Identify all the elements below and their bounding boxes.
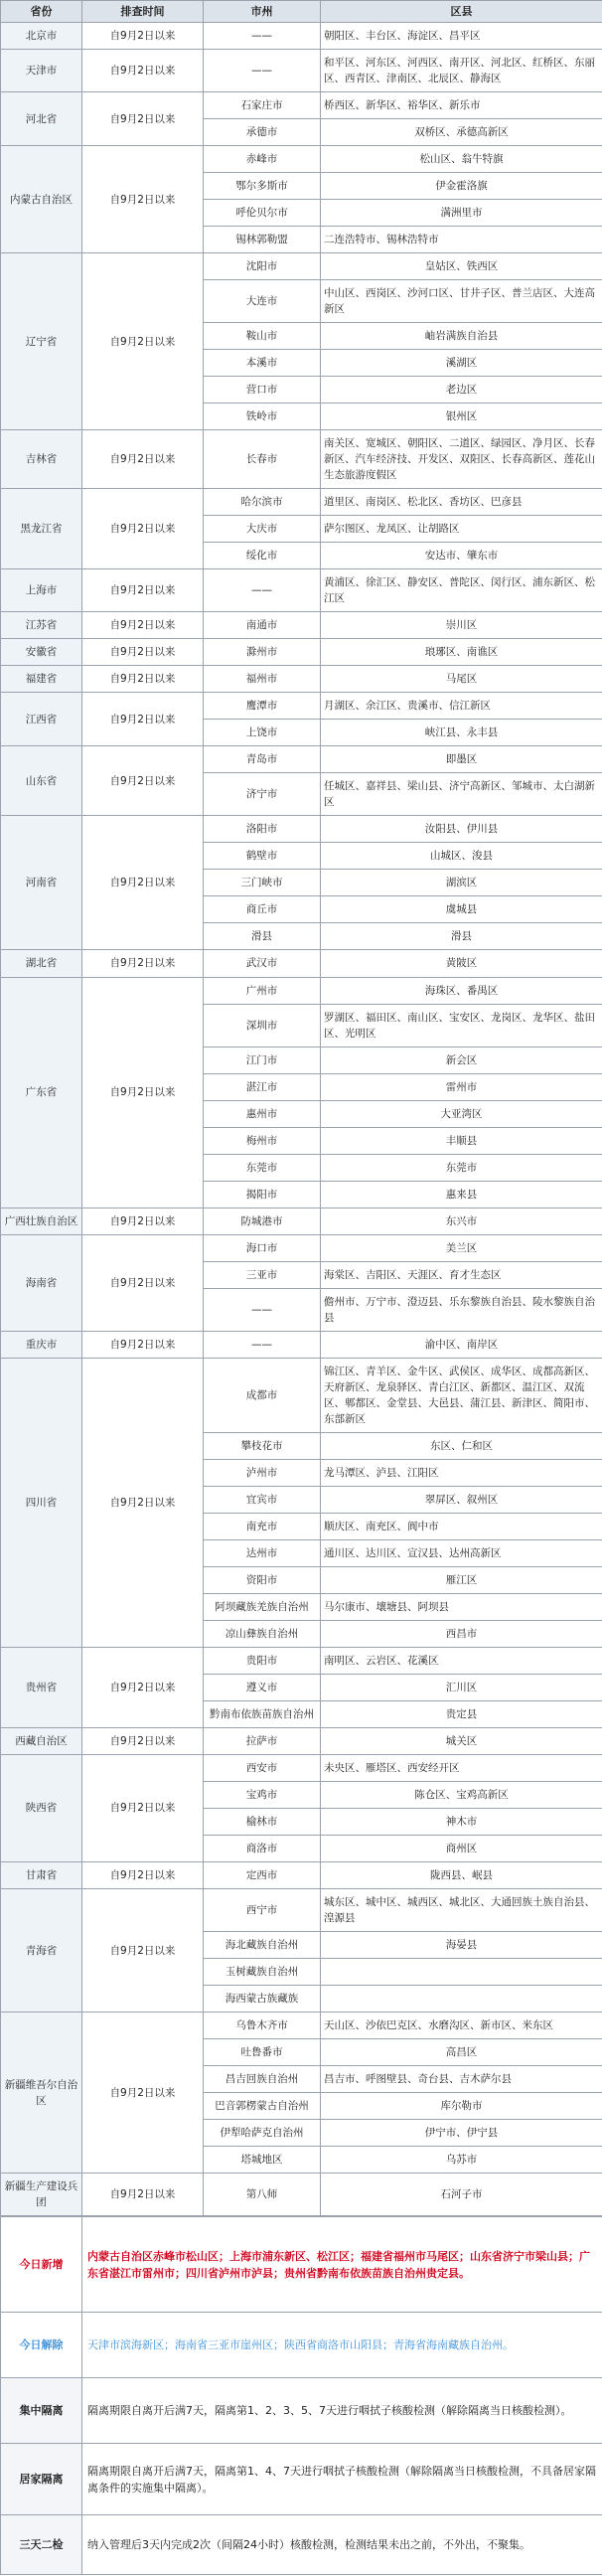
- date-cell: 自9月2日以来: [82, 612, 204, 639]
- date-cell: 自9月2日以来: [82, 430, 204, 489]
- district-cell: 安达市、肇东市: [321, 543, 602, 569]
- district-cell: 大亚湾区: [321, 1100, 602, 1127]
- district-cell: 龙马潭区、泸县、江阳区: [321, 1459, 602, 1486]
- district-cell: 黄浦区、徐汇区、静安区、普陀区、闵行区、浦东新区、松江区: [321, 569, 602, 612]
- district-cell: 通川区、达川区、宣汉县、达州高新区: [321, 1539, 602, 1566]
- city-cell: 西宁市: [204, 1888, 321, 1931]
- district-cell: 松山区、翁牛特旗: [321, 146, 602, 173]
- district-cell: 滑县: [321, 923, 602, 950]
- city-cell: 揭阳市: [204, 1181, 321, 1208]
- district-cell: 城东区、城中区、城西区、城北区、大通回族土族自治县、湟源县: [321, 1888, 602, 1931]
- district-cell: 皇姑区、铁西区: [321, 253, 602, 280]
- district-cell: 雁江区: [321, 1566, 602, 1593]
- district-cell: 贵定县: [321, 1700, 602, 1727]
- district-cell: 溪湖区: [321, 350, 602, 377]
- table-row: [1, 612, 602, 639]
- district-cell: 和平区、河东区、河西区、南开区、河北区、红桥区、东丽区、西青区、津南区、北辰区、静海区: [321, 50, 602, 92]
- city-cell: 商丘市: [204, 896, 321, 923]
- province-cell: 吉林省: [1, 430, 82, 489]
- city-cell: 鞍山市: [204, 323, 321, 350]
- district-cell: 儋州市、万宁市、澄迈县、乐东黎族自治县、陵水黎族自治县: [321, 1288, 602, 1331]
- province-cell: 贵州省: [1, 1647, 82, 1727]
- table-row: [1, 430, 602, 489]
- city-cell: 拉萨市: [204, 1727, 321, 1754]
- date-cell: 自9月2日以来: [82, 1754, 204, 1861]
- date-cell: 自9月2日以来: [82, 1358, 204, 1647]
- district-cell: 石河子市: [321, 2174, 602, 2216]
- district-cell: 新会区: [321, 1046, 602, 1073]
- province-cell: 广西壮族自治区: [1, 1208, 82, 1234]
- district-cell: 商州区: [321, 1835, 602, 1861]
- district-cell: 昌吉市、呼图壁县、奇台县、吉木萨尔县: [321, 2066, 602, 2093]
- district-cell: 东兴市: [321, 1208, 602, 1234]
- new-areas-row: [1, 2217, 602, 2313]
- date-cell: 自9月2日以来: [82, 746, 204, 816]
- table-row: [1, 2174, 602, 2216]
- home-quarantine-label: 居家隔离: [1, 2444, 82, 2515]
- table-row: [1, 666, 602, 693]
- table-row: [1, 977, 602, 1004]
- city-cell: 大连市: [204, 280, 321, 323]
- table-row: [1, 489, 602, 516]
- table-row: [1, 92, 602, 119]
- district-cell: 乌苏市: [321, 2147, 602, 2174]
- header-date: 排查时间: [82, 1, 204, 23]
- city-cell: 湛江市: [204, 1073, 321, 1100]
- city-cell: 梅州市: [204, 1127, 321, 1154]
- district-cell: 满洲里市: [321, 200, 602, 227]
- city-cell: 鹤壁市: [204, 843, 321, 870]
- table-row: [1, 1647, 602, 1674]
- district-cell: 虞城县: [321, 896, 602, 923]
- city-cell: ——: [204, 1288, 321, 1331]
- table-row: [1, 569, 602, 612]
- district-cell: 二连浩特市、锡林浩特市: [321, 227, 602, 253]
- district-cell: 黄陂区: [321, 950, 602, 977]
- district-cell: 汝阳县、伊川县: [321, 816, 602, 843]
- date-cell: 自9月2日以来: [82, 253, 204, 430]
- city-cell: 广州市: [204, 977, 321, 1004]
- district-cell: 库尔勒市: [321, 2093, 602, 2120]
- city-cell: 石家庄市: [204, 92, 321, 119]
- central-quarantine-row: [1, 2378, 602, 2444]
- district-cell: 崇川区: [321, 612, 602, 639]
- district-cell: 罗湖区、福田区、南山区、宝安区、龙岗区、龙华区、盐田区、光明区: [321, 1004, 602, 1046]
- district-cell: 即墨区: [321, 746, 602, 773]
- province-cell: 天津市: [1, 50, 82, 92]
- district-cell: 城关区: [321, 1727, 602, 1754]
- new-areas-text: 内蒙古自治区赤峰市松山区；上海市浦东新区、松江区；福建省福州市马尾区；山东省济宁市梁山县；广东省湛江市雷州市；四川省泸州市泸县；贵州省黔南布依族苗族自治州贵定县。: [82, 2217, 602, 2313]
- province-cell: 河北省: [1, 92, 82, 146]
- table-row: [1, 50, 602, 92]
- province-cell: 湖北省: [1, 950, 82, 977]
- city-cell: 成都市: [204, 1358, 321, 1432]
- city-cell: 达州市: [204, 1539, 321, 1566]
- district-cell: 任城区、嘉祥县、梁山县、济宁高新区、邹城市、太白湖新区: [321, 773, 602, 816]
- city-cell: ——: [204, 50, 321, 92]
- city-cell: 鹰潭市: [204, 693, 321, 720]
- lifted-areas-text: 天津市滨海新区；海南省三亚市崖州区；陕西省商洛市山阳县；青海省海南藏族自治州。: [82, 2313, 602, 2378]
- city-cell: 榆林市: [204, 1808, 321, 1835]
- city-cell: 塔城地区: [204, 2147, 321, 2174]
- province-cell: 江西省: [1, 693, 82, 746]
- district-cell: 南明区、云岩区、花溪区: [321, 1647, 602, 1674]
- date-cell: 自9月2日以来: [82, 1208, 204, 1234]
- district-cell: 翠屏区、叙州区: [321, 1486, 602, 1513]
- district-cell: 双桥区、承德高新区: [321, 119, 602, 146]
- table-row: [1, 1234, 602, 1261]
- city-cell: 海口市: [204, 1234, 321, 1261]
- city-cell: 青岛市: [204, 746, 321, 773]
- city-cell: 宜宾市: [204, 1486, 321, 1513]
- city-cell: 上饶市: [204, 720, 321, 746]
- city-cell: 绥化市: [204, 543, 321, 569]
- three-day-test-row: [1, 2515, 602, 2575]
- province-cell: 山东省: [1, 746, 82, 816]
- city-cell: 滁州市: [204, 639, 321, 666]
- central-quarantine-text: 隔离期限自离开后满7天，隔离第1、2、3、5、7天进行咽拭子核酸检测（解除隔离当日核酸检测）。: [82, 2378, 602, 2444]
- notes-table: [0, 2216, 602, 2575]
- province-cell: 北京市: [1, 23, 82, 50]
- province-cell: 黑龙江省: [1, 489, 82, 569]
- city-cell: 呼伦贝尔市: [204, 200, 321, 227]
- district-cell: 美兰区: [321, 1234, 602, 1261]
- table-row: [1, 1754, 602, 1781]
- province-cell: 江苏省: [1, 612, 82, 639]
- district-cell: 老边区: [321, 377, 602, 403]
- district-cell: 海珠区、番禺区: [321, 977, 602, 1004]
- city-cell: 营口市: [204, 377, 321, 403]
- date-cell: 自9月2日以来: [82, 666, 204, 693]
- city-cell: 泸州市: [204, 1459, 321, 1486]
- district-cell: 汇川区: [321, 1674, 602, 1700]
- city-cell: 三门峡市: [204, 870, 321, 896]
- city-cell: 商洛市: [204, 1835, 321, 1861]
- city-cell: 本溪市: [204, 350, 321, 377]
- district-cell: 锦江区、青羊区、金牛区、武侯区、成华区、成都高新区、天府新区、龙泉驿区、青白江区、新都区、温江区、双流区、郫都区、金堂县、大邑县、蒲江县、新津区、简阳市、东部新区: [321, 1358, 602, 1432]
- city-cell: 乌鲁木齐市: [204, 2012, 321, 2039]
- table-row: [1, 23, 602, 50]
- province-cell: 辽宁省: [1, 253, 82, 430]
- table-row: [1, 2012, 602, 2039]
- district-cell: 萨尔图区、龙凤区、让胡路区: [321, 516, 602, 543]
- city-cell: 铁岭市: [204, 403, 321, 430]
- district-cell: 东区、仁和区: [321, 1432, 602, 1459]
- province-cell: 陕西省: [1, 1754, 82, 1861]
- province-cell: 河南省: [1, 816, 82, 950]
- district-cell: 天山区、沙依巴克区、水磨沟区、新市区、米东区: [321, 2012, 602, 2039]
- district-cell: 神木市: [321, 1808, 602, 1835]
- new-areas-label: 今日新增: [1, 2217, 82, 2313]
- city-cell: 凉山彝族自治州: [204, 1620, 321, 1647]
- province-cell: 福建省: [1, 666, 82, 693]
- district-cell: 雷州市: [321, 1073, 602, 1100]
- city-cell: 长春市: [204, 430, 321, 489]
- lifted-areas-label: 今日解除: [1, 2313, 82, 2378]
- city-cell: 洛阳市: [204, 816, 321, 843]
- date-cell: 自9月2日以来: [82, 693, 204, 746]
- city-cell: 海西蒙古族藏族: [204, 1986, 321, 2012]
- city-cell: 赤峰市: [204, 146, 321, 173]
- date-cell: 自9月2日以来: [82, 2012, 204, 2174]
- table-row: [1, 1888, 602, 1931]
- district-cell: 高昌区: [321, 2039, 602, 2066]
- home-quarantine-row: [1, 2444, 602, 2515]
- district-cell: 琅琊区、南谯区: [321, 639, 602, 666]
- table-header-row: [1, 1, 602, 23]
- province-cell: 青海省: [1, 1888, 82, 2012]
- three-day-test-label: 三天二检: [1, 2515, 82, 2575]
- city-cell: 遵义市: [204, 1674, 321, 1700]
- district-cell: 山城区、浚县: [321, 843, 602, 870]
- district-cell: 陈仓区、宝鸡高新区: [321, 1781, 602, 1808]
- city-cell: 伊犁哈萨克自治州: [204, 2120, 321, 2147]
- district-cell: 海晏县: [321, 1932, 602, 1959]
- province-cell: 广东省: [1, 977, 82, 1208]
- district-cell: 月湖区、余江区、贵溪市、信江新区: [321, 693, 602, 720]
- district-cell: 顺庆区、南充区、阆中市: [321, 1513, 602, 1539]
- district-cell: 朝阳区、丰台区、海淀区、昌平区: [321, 23, 602, 50]
- city-cell: 济宁市: [204, 773, 321, 816]
- city-cell: 武汉市: [204, 950, 321, 977]
- date-cell: 自9月2日以来: [82, 1727, 204, 1754]
- district-cell: 西昌市: [321, 1620, 602, 1647]
- district-cell: 南关区、宽城区、朝阳区、二道区、绿园区、净月区、长春新区、汽车经济技、开发区、双阳区、长春高新区、莲花山生态旅游度假区: [321, 430, 602, 489]
- table-row: [1, 639, 602, 666]
- date-cell: 自9月2日以来: [82, 1861, 204, 1888]
- district-cell: 湖滨区: [321, 870, 602, 896]
- district-cell: 伊金霍洛旗: [321, 173, 602, 200]
- province-cell: 甘肃省: [1, 1861, 82, 1888]
- city-cell: 阿坝藏族羌族自治州: [204, 1593, 321, 1620]
- date-cell: 自9月2日以来: [82, 146, 204, 253]
- city-cell: 鄂尔多斯市: [204, 173, 321, 200]
- date-cell: 自9月2日以来: [82, 977, 204, 1208]
- city-cell: 海北藏族自治州: [204, 1932, 321, 1959]
- city-cell: 资阳市: [204, 1566, 321, 1593]
- city-cell: 承德市: [204, 119, 321, 146]
- district-cell: 马尾区: [321, 666, 602, 693]
- city-cell: ——: [204, 1331, 321, 1358]
- date-cell: 自9月2日以来: [82, 639, 204, 666]
- district-cell: 银州区: [321, 403, 602, 430]
- district-cell: 东莞市: [321, 1154, 602, 1181]
- district-cell: 渝中区、南岸区: [321, 1331, 602, 1358]
- province-cell: 安徽省: [1, 639, 82, 666]
- city-cell: ——: [204, 23, 321, 50]
- city-cell: 防城港市: [204, 1208, 321, 1234]
- district-cell: 峡江县、永丰县: [321, 720, 602, 746]
- city-cell: 惠州市: [204, 1100, 321, 1127]
- province-cell: 新疆生产建设兵团: [1, 2174, 82, 2216]
- city-cell: ——: [204, 569, 321, 612]
- table-row: [1, 253, 602, 280]
- district-cell: 马尔康市、壤塘县、阿坝县: [321, 1593, 602, 1620]
- city-cell: 巴音郭楞蒙古自治州: [204, 2093, 321, 2120]
- table-row: [1, 1331, 602, 1358]
- city-cell: 大庆市: [204, 516, 321, 543]
- city-cell: 黔南布依族苗族自治州: [204, 1700, 321, 1727]
- date-cell: 自9月2日以来: [82, 1234, 204, 1331]
- district-cell: 惠来县: [321, 1181, 602, 1208]
- lifted-areas-row: [1, 2313, 602, 2378]
- table-row: [1, 1358, 602, 1432]
- province-cell: 内蒙古自治区: [1, 146, 82, 253]
- city-cell: 南通市: [204, 612, 321, 639]
- date-cell: 自9月2日以来: [82, 816, 204, 950]
- district-cell: 陇西县、岷县: [321, 1861, 602, 1888]
- city-cell: 西安市: [204, 1754, 321, 1781]
- date-cell: 自9月2日以来: [82, 1888, 204, 2012]
- city-cell: 沈阳市: [204, 253, 321, 280]
- district-cell: [321, 1986, 602, 2012]
- district-cell: 丰顺县: [321, 1127, 602, 1154]
- province-cell: 西藏自治区: [1, 1727, 82, 1754]
- city-cell: 哈尔滨市: [204, 489, 321, 516]
- city-cell: 第八师: [204, 2174, 321, 2216]
- province-cell: 海南省: [1, 1234, 82, 1331]
- district-cell: 岫岩满族自治县: [321, 323, 602, 350]
- table-row: [1, 146, 602, 173]
- date-cell: 自9月2日以来: [82, 2174, 204, 2216]
- central-quarantine-label: 集中隔离: [1, 2378, 82, 2444]
- table-row: [1, 950, 602, 977]
- city-cell: 江门市: [204, 1046, 321, 1073]
- date-cell: 自9月2日以来: [82, 23, 204, 50]
- table-row: [1, 1861, 602, 1888]
- city-cell: 定西市: [204, 1861, 321, 1888]
- header-district: 区县: [321, 1, 602, 23]
- district-cell: [321, 1959, 602, 1986]
- city-cell: 宝鸡市: [204, 1781, 321, 1808]
- city-cell: 福州市: [204, 666, 321, 693]
- date-cell: 自9月2日以来: [82, 569, 204, 612]
- city-cell: 昌吉回族自治州: [204, 2066, 321, 2093]
- district-cell: 桥西区、新华区、裕华区、新乐市: [321, 92, 602, 119]
- district-cell: 未央区、雁塔区、西安经开区: [321, 1754, 602, 1781]
- city-cell: 三亚市: [204, 1261, 321, 1288]
- table-body: [1, 23, 602, 2216]
- date-cell: 自9月2日以来: [82, 1647, 204, 1727]
- province-cell: 重庆市: [1, 1331, 82, 1358]
- city-cell: 东莞市: [204, 1154, 321, 1181]
- table-row: [1, 1727, 602, 1754]
- city-cell: 深圳市: [204, 1004, 321, 1046]
- header-province: 省份: [1, 1, 82, 23]
- table-row: [1, 816, 602, 843]
- date-cell: 自9月2日以来: [82, 50, 204, 92]
- province-cell: 上海市: [1, 569, 82, 612]
- date-cell: 自9月2日以来: [82, 1331, 204, 1358]
- province-cell: 四川省: [1, 1358, 82, 1647]
- table-row: [1, 746, 602, 773]
- city-cell: 滑县: [204, 923, 321, 950]
- province-cell: 新疆维吾尔自治区: [1, 2012, 82, 2174]
- city-cell: 玉树藏族自治州: [204, 1959, 321, 1986]
- home-quarantine-text: 隔离期限自离开后满7天，隔离第1、4、7天进行咽拭子核酸检测（解除隔离当日核酸检测，不具备居家隔离条件的实施集中隔离）。: [82, 2444, 602, 2515]
- district-cell: 道里区、南岗区、松北区、香坊区、巴彦县: [321, 489, 602, 516]
- header-city: 市州: [204, 1, 321, 23]
- date-cell: 自9月2日以来: [82, 950, 204, 977]
- table-row: [1, 693, 602, 720]
- district-cell: 中山区、西岗区、沙河口区、甘井子区、普兰店区、大连高新区: [321, 280, 602, 323]
- table-row: [1, 1208, 602, 1234]
- city-cell: 贵阳市: [204, 1647, 321, 1674]
- date-cell: 自9月2日以来: [82, 489, 204, 569]
- three-day-test-text: 纳入管理后3天内完成2次（间隔24小时）核酸检测，检测结果未出之前，不外出，不聚集。: [82, 2515, 602, 2575]
- district-cell: 伊宁市、伊宁县: [321, 2120, 602, 2147]
- date-cell: 自9月2日以来: [82, 92, 204, 146]
- city-cell: 吐鲁番市: [204, 2039, 321, 2066]
- city-cell: 南充市: [204, 1513, 321, 1539]
- district-cell: 海棠区、吉阳区、天涯区、育才生态区: [321, 1261, 602, 1288]
- city-cell: 攀枝花市: [204, 1432, 321, 1459]
- city-cell: 锡林郭勒盟: [204, 227, 321, 253]
